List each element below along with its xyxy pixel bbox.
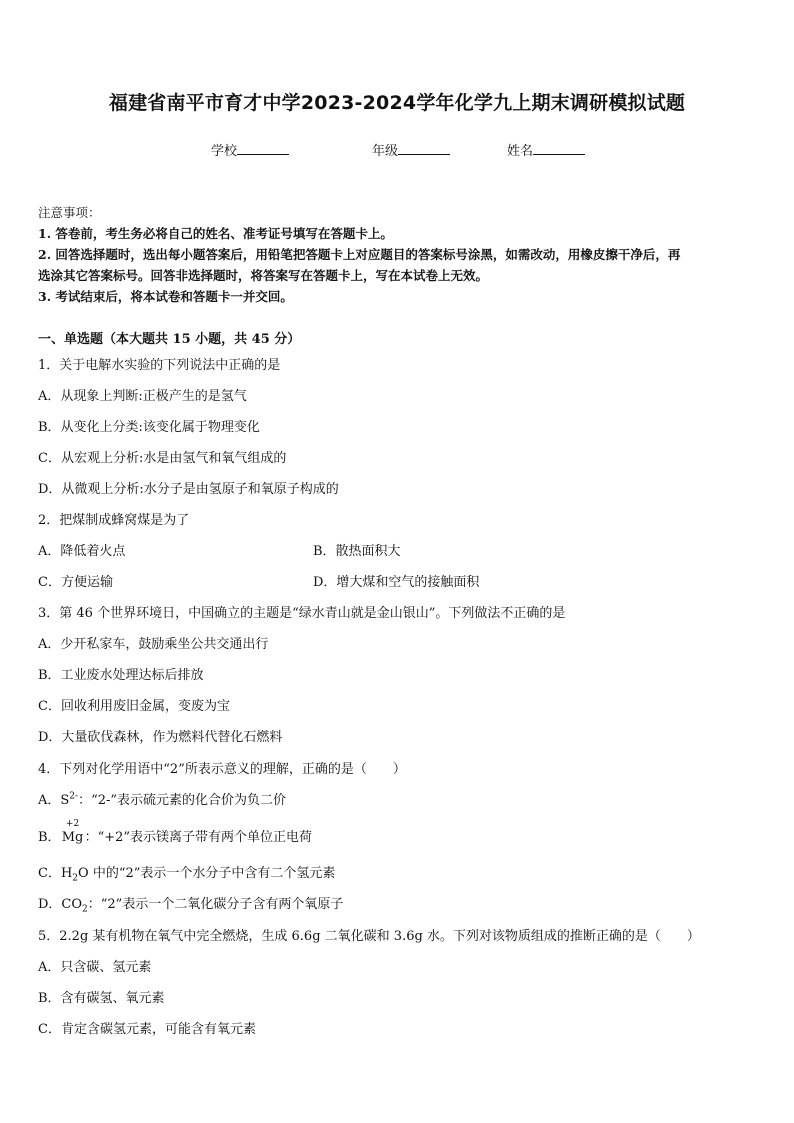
q4-d-prefix: D．CO bbox=[38, 897, 83, 912]
exam-title: 福建省南平市育才中学2023-2024学年化学九上期末调研模拟试题 bbox=[108, 92, 686, 114]
q2-option-c: C．方便运输 bbox=[38, 575, 113, 590]
q4-b-text: ：“+2”表示镁离子带有两个单位正电荷 bbox=[84, 830, 313, 845]
q4-option-c bbox=[38, 862, 335, 884]
q4-c-text: O 中的“2”表示一个水分子中含有二个氢元素 bbox=[78, 866, 336, 881]
q5-option-a: A．只含碳、氢元素 bbox=[38, 960, 152, 975]
q4-c-subscript: 2 bbox=[72, 873, 79, 884]
q2-option-a: A．降低着火点 bbox=[38, 544, 126, 559]
name-blank bbox=[533, 142, 585, 155]
q4-b-symbol bbox=[61, 819, 85, 845]
name-label: 姓名 bbox=[507, 144, 534, 159]
q5-option-b: B．含有碳氢、氧元素 bbox=[38, 991, 165, 1006]
note-item-2a: 2. 回答选择题时，选出每小题答案后，用铅笔把答题卡上对应题目的答案标号涂黑，如需改动，用橡皮擦干净后，再 bbox=[38, 247, 681, 262]
notes-block bbox=[38, 202, 760, 307]
grade-label: 年级 bbox=[372, 144, 399, 159]
q3-option-c: C．回收利用废旧金属，变废为宝 bbox=[38, 699, 230, 714]
section-heading: 一、单选题（本大题共 15 小题，共 45 分） bbox=[38, 332, 301, 347]
q4-c-prefix: C．H bbox=[38, 866, 73, 881]
q4-a-prefix: A．S bbox=[38, 793, 70, 808]
q4-stem: 4．下列对化学用语中“2”所表示意义的理解，正确的是（ ） bbox=[38, 762, 406, 777]
q1-option-c: C．从宏观上分析:水是由氢气和氧气组成的 bbox=[38, 451, 287, 466]
q4-d-text: ：“2”表示一个二氧化碳分子含有两个氧原子 bbox=[87, 897, 344, 912]
q4-b-element: Mg bbox=[61, 830, 84, 845]
q2-option-b: B．散热面积大 bbox=[313, 544, 401, 559]
q5-stem: 5．2.2g 某有机物在氧气中完全燃烧，生成 6.6g 二氧化碳和 3.6g 水。下列对该物质组成的推断正确的是（ ） bbox=[38, 929, 700, 944]
q4-a-charge: 2- bbox=[69, 791, 79, 802]
grade-field bbox=[372, 140, 450, 159]
note-item-1: 1. 答卷前，考生务必将自己的姓名、准考证号填写在答题卡上。 bbox=[38, 226, 393, 241]
q2-option-d: D．增大煤和空气的接触面积 bbox=[313, 575, 480, 590]
q5-option-c: C．肯定含碳氢元素，可能含有氧元素 bbox=[38, 1022, 256, 1037]
q1-stem: 1．关于电解水实验的下列说法中正确的是 bbox=[38, 358, 281, 373]
q4-d-subscript: 2 bbox=[82, 904, 88, 915]
note-item-3: 3. 考试结束后，将本试卷和答题卡一并交回。 bbox=[38, 289, 293, 304]
q4-a-text: ：“2-”表示硫元素的化合价为负二价 bbox=[78, 793, 287, 808]
q3-option-d: D．大量砍伐森林，作为燃料代替化石燃料 bbox=[38, 730, 283, 745]
q3-option-a: A．少开私家车，鼓励乘坐公共交通出行 bbox=[38, 637, 269, 652]
q4-b-prefix: B． bbox=[38, 830, 61, 845]
school-blank bbox=[237, 142, 289, 155]
q1-option-a: A．从现象上判断:正极产生的是氢气 bbox=[38, 389, 247, 404]
q4-option-d bbox=[38, 893, 343, 915]
note-item-2b: 选涂其它答案标号。回答非选择题时，将答案写在答题卡上，写在本试卷上无效。 bbox=[38, 268, 489, 283]
q4-option-b bbox=[38, 819, 313, 845]
q1-option-b: B．从变化上分类:该变化属于物理变化 bbox=[38, 420, 260, 435]
q1-option-d: D．从微观上分析:水分子是由氢原子和氧原子构成的 bbox=[38, 482, 339, 497]
q4-b-oxidation-state: +2 bbox=[65, 819, 80, 829]
q3-option-b: B．工业废水处理达标后排放 bbox=[38, 668, 204, 683]
grade-blank bbox=[398, 142, 450, 155]
school-label: 学校 bbox=[211, 144, 238, 159]
school-field bbox=[211, 140, 289, 159]
name-field bbox=[507, 140, 585, 159]
q4-option-a bbox=[38, 789, 286, 808]
notes-heading: 注意事项： bbox=[38, 205, 101, 220]
q2-stem: 2．把煤制成蜂窝煤是为了 bbox=[38, 513, 190, 528]
q3-stem: 3．第 46 个世界环境日，中国确立的主题是“绿水青山就是金山银山”。下列做法不正确的是 bbox=[38, 606, 566, 621]
